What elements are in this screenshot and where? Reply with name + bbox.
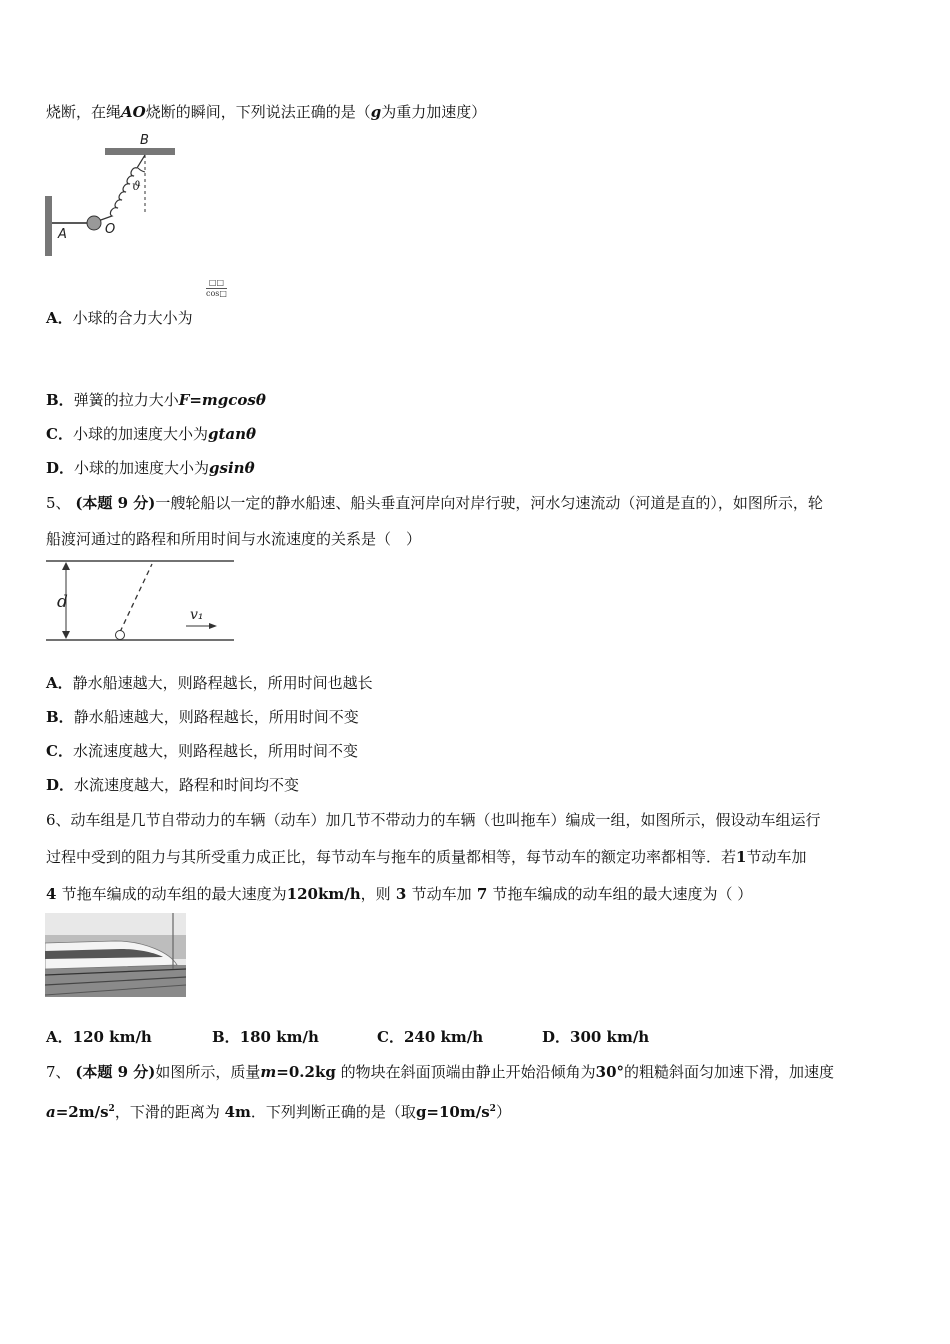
q5-option-d-label: D． <box>46 776 75 794</box>
intro-post: 为重力加速度） <box>381 103 487 121</box>
wall-a <box>45 196 52 256</box>
q4-option-c <box>46 424 256 444</box>
q6-choice-a <box>46 1027 152 1047</box>
q6-text2-post: 节动车加 <box>746 848 807 866</box>
option-a-text: 小球的合力大小为 <box>72 309 193 327</box>
option-c-label: C． <box>46 425 73 443</box>
label-o: O <box>105 222 116 237</box>
q7-l1b: =0.2kg <box>276 1063 336 1081</box>
intro-g: g <box>370 103 382 121</box>
q6-choice-d <box>542 1027 649 1047</box>
q6-line3 <box>46 884 752 904</box>
q6-choice-b-text: 180 km/h <box>239 1028 319 1046</box>
q5-option-b-label: B． <box>46 708 74 726</box>
option-a-label: A． <box>46 309 73 327</box>
train-photo <box>45 913 186 997</box>
label-v1: v₁ <box>190 607 204 623</box>
q5-number: 5、 <box>46 494 71 512</box>
q6-l3f: 节动车加 <box>411 885 472 903</box>
q7-number: 7、 <box>46 1063 71 1081</box>
option-b-text: 弹簧的拉力大小 <box>73 391 179 409</box>
q5-line2 <box>46 529 421 549</box>
q6-line2 <box>46 847 806 867</box>
q7-l2e: ．下列判断正确的是（取 <box>250 1103 416 1121</box>
q7-l2-sup: 2 <box>108 1104 115 1114</box>
q7-l1d: 30° <box>595 1063 625 1081</box>
q7-l2a: a <box>46 1103 56 1121</box>
q5-option-a-label: A． <box>46 674 73 692</box>
q7-l2c: ，下滑的距离为 <box>114 1103 220 1121</box>
q7-l2b: =2m/s <box>55 1103 109 1121</box>
q5-option-b-text: 静水船速越大，则路程越长，所用时间不变 <box>73 708 359 726</box>
boat <box>116 631 125 640</box>
fraction <box>206 278 227 299</box>
theta-arc <box>138 168 145 172</box>
option-b-formula: F=mgcosθ <box>178 391 266 409</box>
q7-l1e: 的粗糙斜面匀加速下滑，加速度 <box>624 1063 835 1081</box>
intro-line <box>46 102 486 122</box>
option-d-formula: gsinθ <box>209 459 255 477</box>
q5-option-d <box>46 775 299 795</box>
q5-option-c <box>46 741 358 761</box>
intro-pre: 烧断，在绳 <box>46 103 122 121</box>
q4-option-a <box>46 308 193 328</box>
q6-l3d: ，则 <box>360 885 391 903</box>
label-theta: ϑ <box>132 179 141 193</box>
boat-path <box>120 564 152 632</box>
q5-option-a <box>46 673 373 693</box>
q5-points: (本题 9 分) <box>75 494 156 512</box>
width-arrow-head-top <box>62 562 70 570</box>
option-d-label: D． <box>46 459 75 477</box>
ceiling-b <box>105 148 175 155</box>
ball-o <box>87 216 101 230</box>
q4-option-d <box>46 458 255 478</box>
q6-text1: 动车组是几节自带动力的车辆（动车）加几节不带动力的车辆（也叫拖车）编成一组，如图所示，假设动车组运行 <box>70 811 821 829</box>
spring-ball-figure <box>40 126 190 261</box>
river-figure <box>44 556 238 646</box>
fraction-numerator: □□ <box>206 278 227 289</box>
q6-l3c: 120km/h <box>286 885 361 903</box>
option-d-text: 小球的加速度大小为 <box>74 459 210 477</box>
q6-choice-b-label: B． <box>212 1028 240 1046</box>
q6-choice-a-label: A． <box>46 1028 73 1046</box>
train-illustration <box>45 913 186 997</box>
fraction-denominator: cos□ <box>206 289 227 298</box>
q6-choice-c-label: C． <box>377 1028 404 1046</box>
option-b-label: B． <box>46 391 74 409</box>
label-b: B <box>140 133 149 148</box>
current-arrow-head <box>209 623 217 629</box>
q5-option-a-text: 静水船速越大，则路程越长，所用时间也越长 <box>72 674 373 692</box>
q6-choice-c <box>377 1027 483 1047</box>
q6-choice-a-text: 120 km/h <box>72 1028 152 1046</box>
q7-l1a: 如图所示，质量 <box>155 1063 261 1081</box>
q6-l3a: 4 <box>46 885 57 903</box>
q7-line2 <box>46 1099 511 1122</box>
intro-mid: 烧断的瞬间，下列说法正确的是（ <box>145 103 371 121</box>
q7-l1c: 的物块在斜面顶端由静止开始沿倾角为 <box>340 1063 596 1081</box>
q6-choice-d-text: 300 km/h <box>570 1028 650 1046</box>
q6-text2-bold: 1 <box>736 848 747 866</box>
q6-l3g: 7 <box>476 885 488 903</box>
q5-text2: 船渡河通过的路程和所用时间与水流速度的关系是（ ） <box>46 530 422 548</box>
label-d: d <box>57 592 68 612</box>
q6-choice-b <box>212 1027 319 1047</box>
label-a: A <box>58 227 67 242</box>
q7-l2d: 4m <box>224 1103 251 1121</box>
q4-option-b <box>46 390 266 410</box>
q6-l3h: 节拖车编成的动车组的最大速度为（ ） <box>492 885 753 903</box>
q5-option-b <box>46 707 359 727</box>
q7-line1 <box>46 1062 834 1082</box>
q6-choice-d-label: D． <box>542 1028 571 1046</box>
q6-number: 6、 <box>46 811 71 829</box>
intro-ao: AO <box>121 103 146 121</box>
q7-l2g: ） <box>495 1103 511 1121</box>
q6-text2-pre: 过程中受到的阻力与其所受重力成正比，每节动车与拖车的质量都相等，每节动车的额定功率都相等．若 <box>46 848 737 866</box>
q6-choice-c-text: 240 km/h <box>403 1028 484 1046</box>
q6-l3e: 3 <box>395 885 407 903</box>
q5-text1: 一艘轮船以一定的静水船速、船头垂直河岸向对岸行驶，河水匀速流动（河道是直的），如图所示，轮 <box>155 494 823 512</box>
q5-line1 <box>46 493 823 513</box>
q5-option-c-label: C． <box>46 742 73 760</box>
q7-points: (本题 9 分) <box>75 1063 156 1081</box>
q7-l2f: g=10m/s <box>415 1103 490 1121</box>
q5-option-c-text: 水流速度越大，则路程越长，所用时间不变 <box>72 742 358 760</box>
q7-l2-sup2: 2 <box>489 1104 496 1114</box>
q7-l1m: m <box>260 1063 277 1081</box>
q6-l3b: 节拖车编成的动车组的最大速度为 <box>61 885 287 903</box>
width-arrow-head-bottom <box>62 631 70 639</box>
q6-line1 <box>46 810 821 830</box>
q5-option-d-text: 水流速度越大，路程和时间均不变 <box>74 776 300 794</box>
option-c-text: 小球的加速度大小为 <box>72 425 208 443</box>
option-c-formula: gtanθ <box>207 425 257 443</box>
